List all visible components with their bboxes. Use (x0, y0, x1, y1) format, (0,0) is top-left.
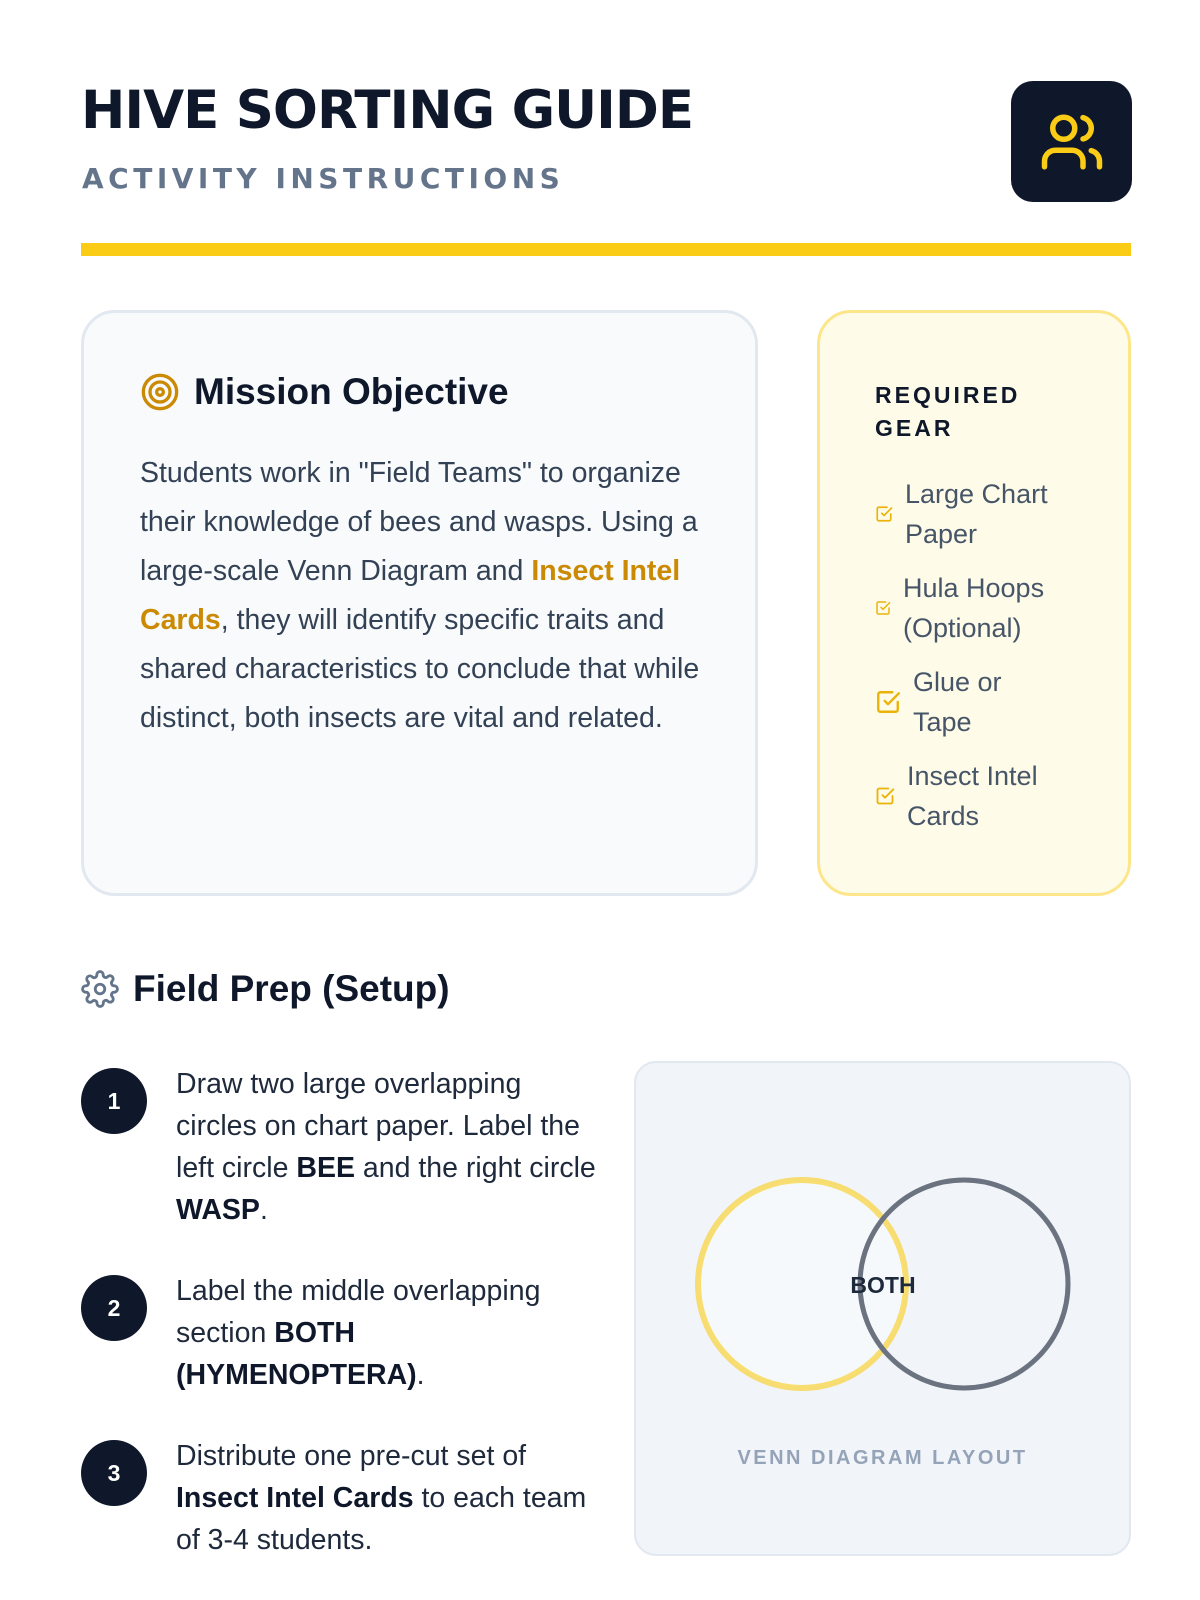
mission-title: Mission Objective (194, 371, 509, 412)
step-text-part: . (416, 1359, 425, 1391)
gear-item-label: Hula Hoops (Optional) (903, 572, 1045, 643)
step-text (176, 1270, 596, 1396)
gear-list (875, 473, 1115, 849)
step-bold: WASP (176, 1194, 260, 1226)
mission-heading (140, 371, 509, 413)
mission-text-part: , they will identify specific traits and shared characteristics to conclude that while distinct, both insects are vital and related. (140, 604, 700, 734)
venn-caption: VENN DIAGRAM LAYOUT (737, 1447, 1028, 1469)
mission-card (81, 310, 758, 896)
page-subtitle: ACTIVITY INSTRUCTIONS (82, 162, 565, 195)
checkbox-icon (875, 689, 901, 715)
step-text-part: to each team of 3-4 students. (176, 1482, 587, 1556)
step-text-part: . (259, 1194, 268, 1226)
gear-item (875, 661, 1115, 742)
venn-center-label: BOTH (850, 1272, 916, 1298)
mission-highlight: Insect Intel Cards (140, 555, 681, 636)
venn-diagram-panel (634, 1061, 1131, 1556)
step-text-part: Draw two large overlapping circles on chart paper. Label the left circle (176, 1068, 580, 1184)
step-bold: Insect Intel Cards (176, 1482, 414, 1514)
header-divider (81, 243, 1131, 256)
gear-item-label: Insect Intel Cards (907, 760, 1038, 831)
step-number: 3 (81, 1440, 147, 1506)
gear-title: REQUIRED GEAR (875, 382, 1021, 441)
team-badge (1011, 81, 1132, 202)
checkbox-icon (875, 786, 895, 806)
step-text (176, 1063, 596, 1231)
step-text-part: and the right circle (354, 1152, 596, 1184)
required-gear-card (817, 310, 1131, 896)
venn-diagram (636, 1063, 1133, 1443)
gear-item (875, 473, 1115, 554)
mission-text (140, 449, 710, 743)
page-header (81, 80, 1131, 208)
step-text (176, 1435, 596, 1561)
gear-item (875, 755, 1115, 836)
checkbox-icon (875, 600, 891, 616)
gear-item (875, 567, 1115, 648)
step-text-part: Distribute one pre-cut set of (176, 1440, 527, 1472)
step-number: 2 (81, 1275, 147, 1341)
users-icon (1039, 109, 1105, 175)
mission-text-part: Students work in "Field Teams" to organize their knowledge of bees and wasps. Using a large-scale Venn Diagram and (140, 457, 698, 587)
page-title: HIVE SORTING GUIDE (81, 80, 694, 141)
step-bold: BOTH (HYMENOPTERA) (176, 1317, 417, 1391)
step-text-part: Label the middle overlapping section (176, 1275, 541, 1349)
gear-item-label: Large Chart Paper (905, 478, 1048, 549)
checkbox-icon (875, 505, 893, 523)
target-icon (140, 372, 180, 412)
step-bold: BEE (296, 1152, 355, 1184)
gear-icon (81, 970, 119, 1008)
field-prep-title: Field Prep (Setup) (133, 968, 450, 1009)
field-prep-heading (81, 968, 450, 1010)
gear-item-label: Glue or Tape (913, 666, 1002, 737)
step-number: 1 (81, 1068, 147, 1134)
